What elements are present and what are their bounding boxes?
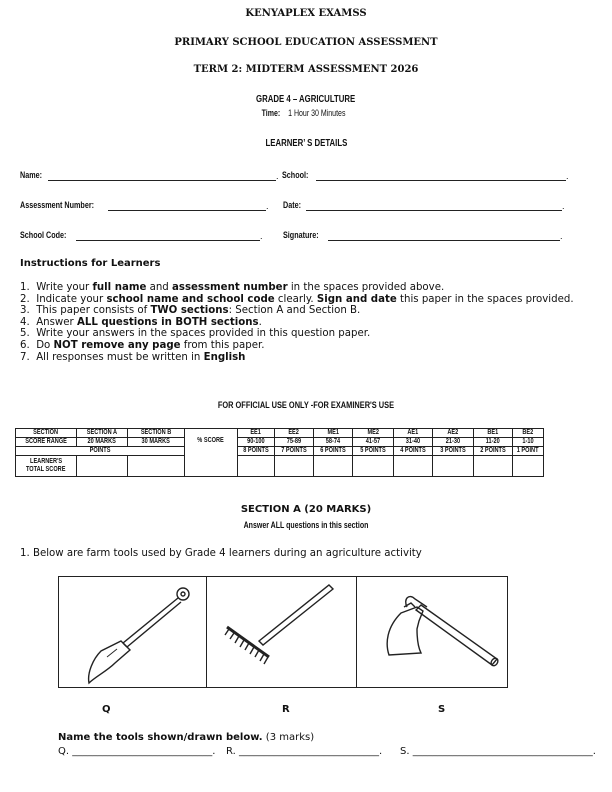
instructions-list [20,282,600,363]
section-b-score-cell[interactable] [128,456,185,477]
name-field[interactable] [48,180,276,181]
tool-image-q [58,576,208,688]
instruction-item: 5. Write your answers in the spaces provided in this question paper. [20,328,371,340]
instruction-item: 4. Answer ALL questions in BOTH sections. [20,316,262,328]
answer-q-field[interactable]: Q. ____________________________. [58,746,216,757]
section-a-subtitle: Answer ALL questions in this section [243,520,369,530]
exam-org-title: KENYAPLEX EXAMSS [245,8,367,19]
instruction-item: 3. This paper consists of TWO sections: Section A and Section B. [20,305,361,317]
official-score-table [15,428,544,477]
name-label: Name: [20,170,43,180]
tool-image-s [356,576,508,688]
name-tools-prompt: Name the tools shown/drawn below. (3 marks) [58,732,315,743]
answer-r-field[interactable]: R. ____________________________. [226,746,383,757]
trowel-icon [59,577,207,687]
school-code-label: School Code: [20,230,67,240]
answer-s-field[interactable]: S. ____________________________________. [400,746,596,757]
date-label: Date: [283,200,302,210]
grade-subject: GRADE 4 – AGRICULTURE [256,94,356,105]
instruction-item: 2. Indicate your school name and school code clearly. Sign and date this paper in the spaces provided. [20,293,574,305]
instruction-item: 7. All responses must be written in English [20,351,246,363]
assessment-title: PRIMARY SCHOOL EDUCATION ASSESSMENT [174,37,438,48]
rake-icon [207,577,357,687]
tool-label-r: R [282,704,290,715]
instructions-title: Instructions for Learners [20,258,161,269]
signature-label: Signature: [283,230,319,240]
table-row [16,456,544,477]
tool-image-r [206,576,358,688]
date-field[interactable] [306,210,562,211]
term-title: TERM 2: MIDTERM ASSESSMENT 2026 [193,64,419,75]
hoe-icon [357,577,507,687]
learner-total-score-label: LEARNER'S TOTAL SCORE [16,456,77,477]
time-line: Time: 1 Hour 30 Minutes [261,108,346,118]
table-row: POINTS 8 POINTS 7 POINTS 6 POINTS 5 POINTS 4 POINTS 3 POINTS 2 POINTS 1 POINT [16,447,544,456]
signature-field[interactable] [328,240,560,241]
official-use-title: FOR OFFICIAL USE ONLY -FOR EXAMINER'S USE [217,400,395,411]
tool-label-s: S [438,704,446,715]
tool-label-q: Q [102,704,111,715]
table-row: SECTION SECTION A SECTION B % SCORE EE1 EE2 ME1 ME2 AE1 AE2 BE1 BE2 [16,429,544,438]
assessment-number-field[interactable] [108,210,266,211]
instruction-item: 1. Write your full name and assessment number in the spaces provided above. [20,282,445,293]
assessment-number-label: Assessment Number: [20,200,95,210]
section-a-score-cell[interactable] [77,456,128,477]
school-code-field[interactable] [76,240,260,241]
school-field[interactable] [316,180,566,181]
learner-details-title: LEARNER’ S DETAILS [265,138,347,149]
percent-score-cell[interactable]: % SCORE [185,429,238,477]
school-label: School: [282,170,309,180]
table-row: SCORE RANGE 20 MARKS 30 MARKS 90-100 75-89 58-74 41-57 31-40 21-30 11-20 1-10 [16,438,544,447]
question-1-text: 1. Below are farm tools used by Grade 4 learners during an agriculture activity [20,548,422,559]
section-a-title: SECTION A (20 MARKS) [240,504,372,515]
instruction-item: 6. Do NOT remove any page from this paper. [20,339,265,351]
